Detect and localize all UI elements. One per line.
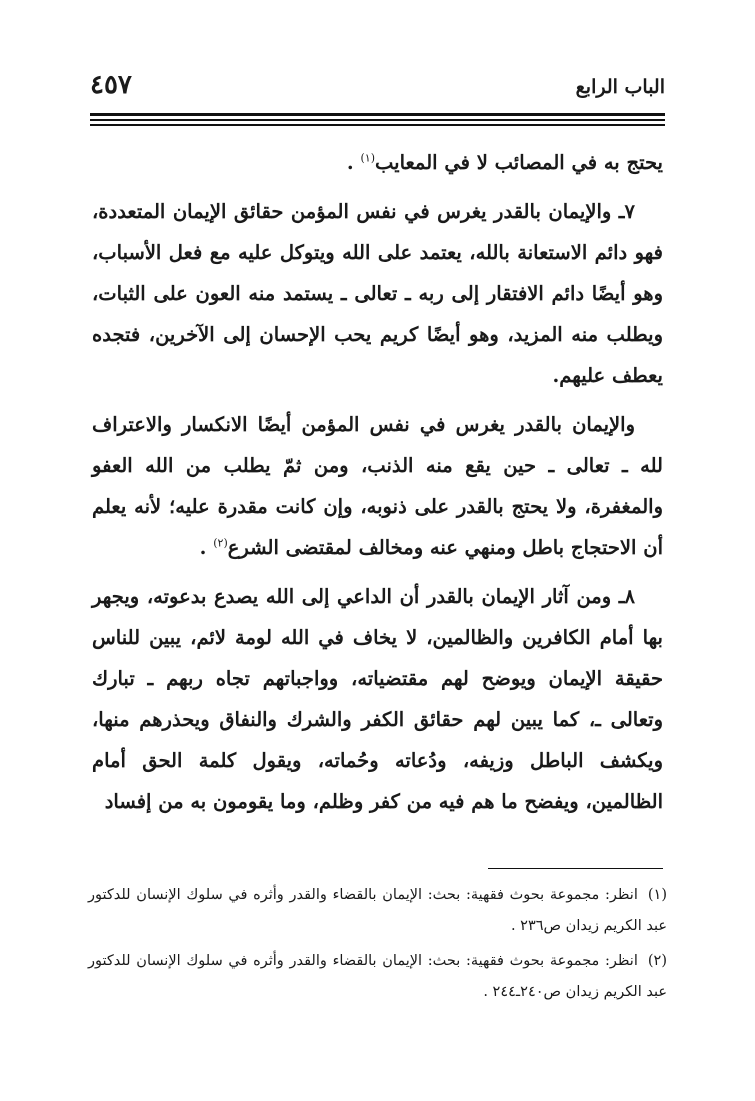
running-header	[90, 70, 665, 110]
footnote-separator	[488, 868, 663, 869]
footnote-ref-2[interactable]: (٢)	[213, 536, 228, 550]
paragraph-item-8	[92, 576, 663, 822]
footnote-2	[88, 946, 667, 1008]
chapter-title: الباب الرابع	[575, 76, 665, 98]
paragraph-text: ٨ـ ومن آثار الإيمان بالقدر أن الداعي إلى الله يصدع بدعوته، ويجهر بها أمام الكافرين والظالمين، لا يخاف في الله لومة لائم، يبين للناس حقيقة الإيمان ويوضح لهم مقتضياته، وواجباتهم تجاه ربهم ـ تبارك وتعالى ـ، كما يبين لهم حقائق الكفر والشرك والنفاق ويحذرهم منها، ويكشف الباطل وزيفه، ودُعاته وحُماته، ويقول كلمة الحق أمام الظالمين، ويفضح ما هم فيه من كفر وظلم، وما يقومون به من إفساد	[92, 585, 663, 813]
footnote-ref-1[interactable]: (١)	[360, 151, 375, 165]
footnotes	[88, 880, 667, 1012]
paragraph-repentance	[92, 404, 663, 568]
main-text	[92, 142, 663, 830]
paragraph-tail: .	[346, 151, 361, 174]
paragraph-text: يحتج به في المصائب لا في المعايب	[375, 151, 663, 174]
paragraph-tail: .	[199, 536, 214, 559]
footnote-text: انظر: مجموعة بحوث فقهية: بحث: الإيمان بالقضاء والقدر وأثره في سلوك الإنسان للدكتور عبد الكريم زيدان ص٢٣٦ .	[88, 887, 667, 934]
paragraph-item-7	[92, 191, 663, 396]
footnote-text: انظر: مجموعة بحوث فقهية: بحث: الإيمان بالقضاء والقدر وأثره في سلوك الإنسان للدكتور عبد الكريم زيدان ص٢٤٠ـ٢٤٤ .	[88, 953, 667, 1000]
page-number: ٤٥٧	[90, 70, 132, 100]
paragraph-text: والإيمان بالقدر يغرس في نفس المؤمن أيضًا الانكسار والاعتراف لله ـ تعالى ـ حين يقع منه الذنب، ومن ثمّ يطلب من الله العفو والمغفرة، ولا يحتج بالقدر على ذنوبه، وإن كانت مقدرة عليه؛ لأنه يعلم أن الاحتجاج باطل ومنهي عنه ومخالف لمقتضى الشرع	[92, 413, 663, 559]
paragraph-continuation	[92, 142, 663, 183]
footnote-number: (٢)	[647, 953, 667, 969]
paragraph-text: ٧ـ والإيمان بالقدر يغرس في نفس المؤمن حقائق الإيمان المتعددة، فهو دائم الاستعانة بالله، يعتمد على الله ويتوكل عليه مع فعل الأسباب، وهو أيضًا دائم الافتقار إلى ربه ـ تعالى ـ يستمد منه العون على الثبات، ويطلب منه المزيد، وهو أيضًا كريم يحب الإحسان إلى الآخرين، فتجده يعطف عليهم.	[92, 200, 663, 387]
footnote-1	[88, 880, 667, 942]
header-rule	[90, 113, 665, 126]
footnote-number: (١)	[647, 887, 667, 903]
